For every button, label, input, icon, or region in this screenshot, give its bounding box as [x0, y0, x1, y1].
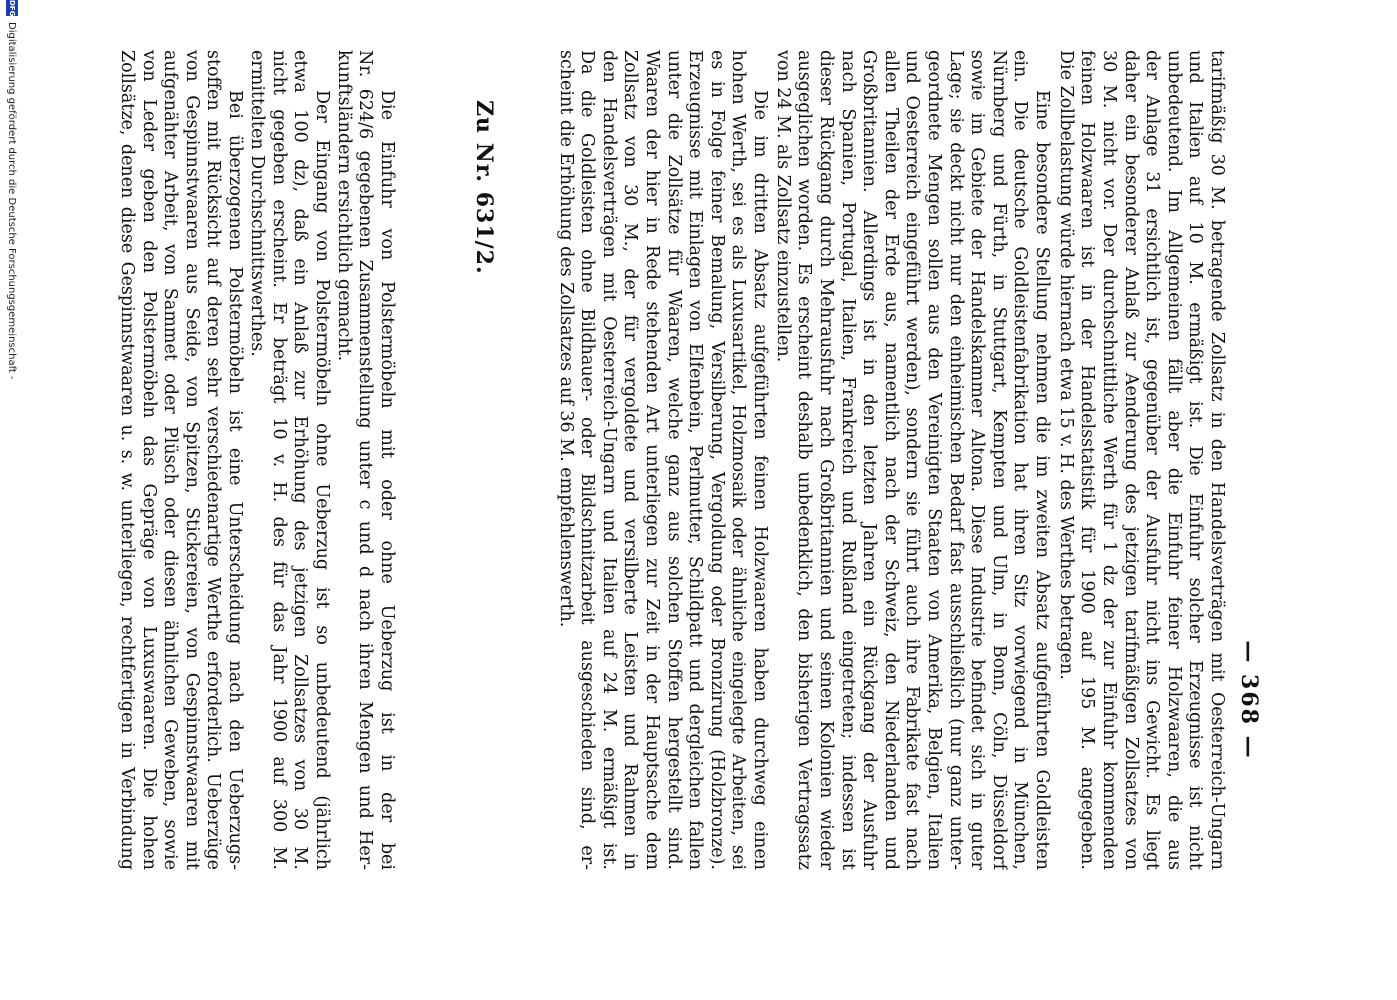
- text-line: tarifmäßig 30 M. betragende Zollsatz in den Handelsverträgen mit Oesterreich-Ungarn: [1207, 50, 1227, 870]
- text-line: unter die Zollsätze für Waaren, welche ganz aus solchen Stoffen hergestellt sind.: [663, 50, 684, 870]
- text-line: hohen Werth, sei es als Luxusartikel, Holzmosaik oder ähnliche eingelegte Arbeiten, sei: [728, 50, 749, 870]
- text-line: von Leder geben den Polstermöbeln das Gepräge von Luxuswaaren. Die hohen: [138, 50, 159, 870]
- page-number: — 368 —: [1236, 640, 1262, 760]
- dfg-logo: DFG: [8, 0, 16, 17]
- text-line: nicht gegeben erscheint. Er beträgt 10 v. H. des für das Jahr 1900 auf 300 M.: [268, 50, 289, 870]
- text-line: ermittelten Durchschnittswerthes.: [247, 50, 268, 357]
- footer-text: Digitalisierung gefördert durch die Deutsche Forschungsgemeinschaft -: [6, 22, 17, 380]
- section-heading: Zu Nr. 631/2.: [471, 100, 497, 275]
- text-line: Der Eingang von Polstermöbeln ohne Ueberzug ist so unbedeutend (jährlich: [312, 90, 332, 870]
- text-line: und Oesterreich eingeführt werden), sondern sie führt auch ihre Fabrikate fast nach: [902, 50, 923, 870]
- text-line: stoffen mit Rücksicht auf deren sehr verschiedenartige Werthe erforderlich. Ueberzüge: [203, 50, 224, 870]
- text-line: es in Folge feiner Bemalung, Versilberung, Vergoldung oder Bronzirung (Holzbronze).: [706, 50, 727, 870]
- text-block-1: [1054, 50, 1227, 870]
- text-line: Nürnberg und Fürth, in Stuttgart, Kempten und Ulm, in Bonn, Cöln, Düsseldorf: [988, 50, 1009, 870]
- digitization-footer: [0, 0, 22, 1000]
- text-line: Die Zollbelastung würde hiernach etwa 15 v. H. des Werthes betragen.: [1055, 50, 1076, 680]
- text-line: von 24 M. als Zollsatz einzustellen.: [772, 50, 793, 363]
- text-line: unbedeutend. Im Allgemeinen fällt aber die Einfuhr feiner Holzwaaren, die aus: [1163, 50, 1184, 870]
- text-line: scheint die Erhöhung des Zollsatzes auf 36 M. empfehlenswerth.: [555, 50, 576, 628]
- text-line: 30 M. nicht vor. Der durchschnittliche Werth für 1 dz der zur Einfuhr kommenden: [1099, 50, 1120, 870]
- text-line: Waaren der hier in Rede stehenden Art unterliegen zur Zeit in der Hauptsache dem: [642, 50, 663, 870]
- text-line: allen Theilen der Erde aus, namentlich nach der Schweiz, den Niederlanden und: [880, 50, 901, 870]
- text-line: und Italien auf 10 M. ermäßigt ist. Die Einfuhr solcher Erzeugnisse ist nicht: [1185, 50, 1206, 870]
- text-line: Da die Goldleisten ohne Bildhauer- oder Bildschnitzarbeit ausgeschieden sind, er-: [577, 50, 598, 870]
- text-line: Nr. 624/6 gegebenen Zusammenstellung unter c und d nach ihren Mengen und Her-: [355, 50, 376, 870]
- text-block-2: [771, 50, 1052, 870]
- text-line: Großbritannien. Allerdings ist in den letzten Jahren ein Rückgang der Ausfuhr: [859, 50, 880, 870]
- text-line: Zollsatz von 30 M., der für vergoldete und versilberte Leisten und Rahmen in: [620, 50, 641, 870]
- text-line: aufgenähter Arbeit, von Sammet oder Plüsch oder diesen ähnlichen Geweben, sowie: [160, 50, 181, 870]
- text-line: ausgeglichen worden. Es erscheint deshalb unbedenklich, den bisherigen Vertragssatz: [794, 50, 815, 870]
- text-line: Die im dritten Absatz aufgeführten feinen Holzwaaren haben durchweg einen: [750, 90, 770, 870]
- text-line: von Gespinnstwaaren aus Seide, von Spitzen, Stickereien, von Gespinnstwaaren mit: [181, 50, 202, 870]
- text-line: Erzeugnisse mit Einlagen von Elfenbein, Perlmutter, Schildpatt und dergleichen fallen: [685, 50, 706, 870]
- text-line: Zollsätze, denen diese Gespinnstwaaren u. s. w. unterliegen, rechtfertigen in Verbindung: [117, 50, 138, 870]
- text-line: sowie im Gebiete der Handelskammer Altona. Diese Industrie befindet sich in guter: [967, 50, 988, 870]
- text-line: daher ein besonderer Anlaß zur Aenderung des jetzigen tarifmäßigen Zollsatzes von: [1120, 50, 1141, 870]
- text-block-4: [332, 50, 397, 870]
- text-line: Eine besondere Stellung nehmen die im zweiten Absatz aufgeführten Goldleisten: [1032, 90, 1052, 870]
- text-block-6: [115, 50, 245, 870]
- text-line: dieser Rückgang durch Mehrausfuhr nach Großbritannien und seinen Kolonien wieder: [816, 50, 837, 870]
- text-line: Lage; sie deckt nicht nur den einheimischen Bedarf fast ausschließlich (nur ganz unter-: [945, 50, 966, 870]
- text-line: Die Einfuhr von Polstermöbeln mit oder ohne Ueberzug ist in der bei: [377, 90, 397, 870]
- text-line: etwa 100 dz), daß ein Anlaß zur Erhöhung des jetzigen Zollsatzes von 30 M.: [290, 50, 311, 870]
- text-line: der Anlage 31 ersichtlich ist, gegenüber der Ausfuhr nicht ins Gewicht. Es liegt: [1142, 50, 1163, 870]
- text-block-3: [554, 50, 770, 870]
- text-line: geordnete Mengen sollen aus den Vereinigten Staaten von Amerika, Belgien, Italien: [924, 50, 945, 870]
- text-line: nach Spanien, Portugal, Italien, Frankreich und Rußland eingetreten; indessen ist: [837, 50, 858, 870]
- text-line: Bei überzogenen Polstermöbeln ist eine Unterscheidung nach den Ueberzugs-: [225, 90, 245, 870]
- text-line: kunftsländern ersichtlich gemacht.: [333, 50, 354, 362]
- text-line: feinen Holzwaaren ist in der Handelsstatistik für 1900 auf 195 M. angegeben.: [1077, 50, 1098, 870]
- text-line: ein. Die deutsche Goldleistenfabrikation hat ihren Sitz vorwiegend in München,: [1010, 50, 1031, 870]
- text-line: den Handelsverträgen mit Oesterreich-Ungarn und Italien auf 24 M. ermäßigt ist.: [598, 50, 619, 870]
- text-block-5: [246, 50, 332, 870]
